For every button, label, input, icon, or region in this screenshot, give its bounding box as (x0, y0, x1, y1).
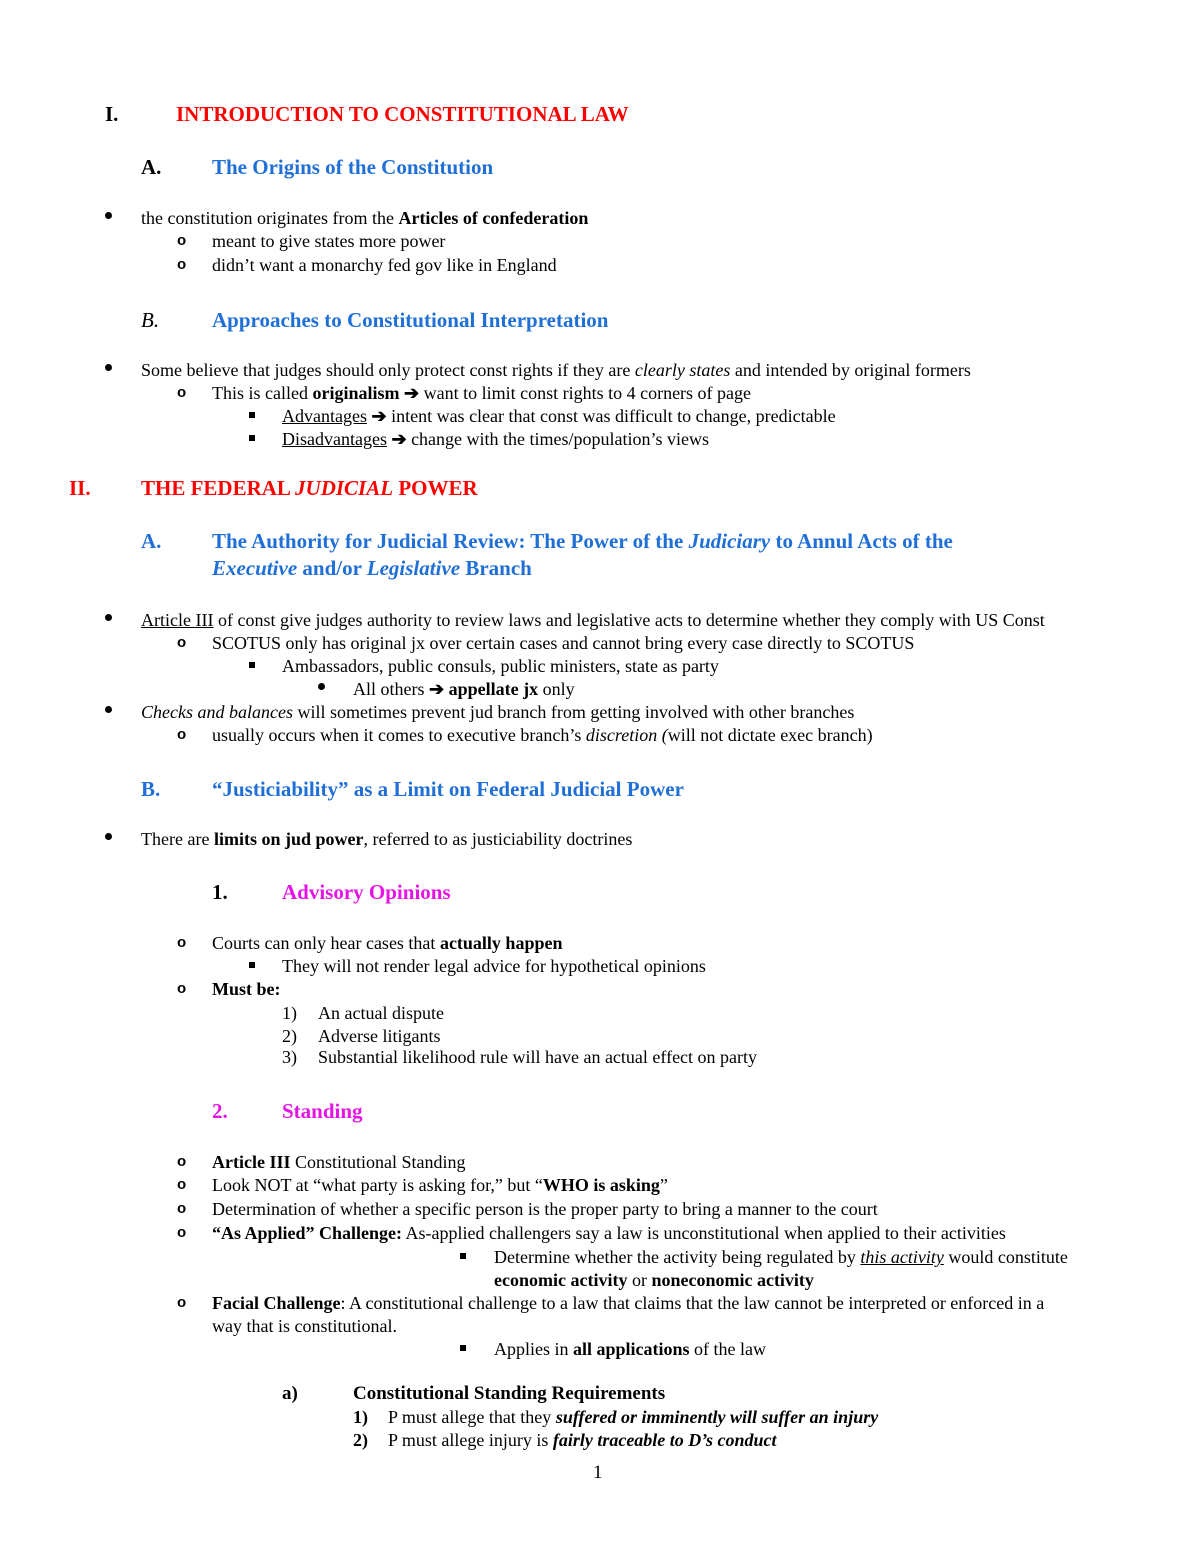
sub-bullet-text: didn’t want a monarchy fed gov like in England (212, 255, 557, 275)
sub-bullet-text: Courts can only hear cases that actually happen (212, 933, 563, 953)
numbered-item-text: Adverse litigants (318, 1026, 441, 1046)
circle-bullet-icon: o (177, 232, 187, 249)
numbered-item-number: 3) (282, 1047, 297, 1067)
square-bullet-text: Advantages ➔ intent was clear that const was difficult to change, predictable (282, 406, 836, 426)
item-2-title: Standing (282, 1099, 363, 1123)
circle-bullet-icon: o (177, 384, 187, 401)
sub-bullet-text: Facial Challenge: A constitutional challenge to a law that claims that the law cannot be interpreted or enforced in a (212, 1293, 1045, 1313)
square-bullet-text: Disadvantages ➔ change with the times/population’s views (282, 429, 710, 449)
sub-bullet-text: usually occurs when it comes to executive branch’s discretion (will not dictate exec branch) (212, 725, 873, 745)
page-number: 1 (593, 1462, 603, 1483)
circle-bullet-icon: o (177, 726, 187, 743)
circle-bullet-icon: o (177, 1153, 187, 1170)
item-2-number: 2. (212, 1099, 228, 1123)
square-bullet-icon (249, 435, 255, 441)
section-1-title: INTRODUCTION TO CONSTITUTIONAL LAW (176, 102, 629, 126)
square-bullet-text: Applies in all applications of the law (494, 1339, 767, 1359)
circle-bullet-icon: o (177, 1176, 187, 1193)
circle-bullet-icon: o (177, 634, 187, 651)
section-1-number: I. (105, 102, 119, 126)
square-bullet-text-cont: economic activity or noneconomic activity (494, 1270, 814, 1290)
sub-bullet-text: Article III Constitutional Standing (212, 1152, 466, 1172)
bullet-text: There are limits on jud power, referred to as justiciability doctrines (141, 829, 633, 849)
bullet-icon (105, 364, 112, 371)
sub-bullet-text: Look NOT at “what party is asking for,” but “WHO is asking” (212, 1175, 668, 1195)
subitem-a-number: a) (282, 1383, 298, 1404)
square-bullet-icon (249, 662, 255, 668)
item-1-title: Advisory Opinions (282, 880, 451, 904)
bullet-icon (105, 706, 112, 713)
bullet-text: Checks and balances will sometimes prevent jud branch from getting involved with other branches (141, 702, 855, 722)
subitem-a-title: Constitutional Standing Requirements (353, 1383, 666, 1404)
circle-bullet-icon: o (177, 1200, 187, 1217)
sub-bullet-text: SCOTUS only has original jx over certain cases and cannot bring every case directly to SCOTUS (212, 633, 915, 653)
section-2-title: THE FEDERAL JUDICIAL POWER (141, 476, 478, 500)
section-2-number: II. (69, 476, 91, 500)
numbered-item-text: P must allege injury is fairly traceable to D’s conduct (388, 1430, 777, 1450)
circle-bullet-icon: o (177, 980, 187, 997)
circle-bullet-icon: o (177, 1224, 187, 1241)
section-2b-title: “Justiciability” as a Limit on Federal Judicial Power (212, 777, 684, 801)
section-2a-title-line2: Executive and/or Legislative Branch (212, 556, 532, 580)
section-1a-title: The Origins of the Constitution (212, 155, 494, 179)
bullet-icon (105, 614, 112, 621)
sub-bullet-text: Determination of whether a specific person is the proper party to bring a manner to the court (212, 1199, 878, 1219)
square-bullet-text: Ambassadors, public consuls, public ministers, state as party (282, 656, 719, 676)
bullet-text: All others ➔ appellate jx only (353, 679, 575, 699)
sub-bullet-text: Must be: (212, 979, 281, 999)
circle-bullet-icon: o (177, 934, 187, 951)
section-1b-number: B. (141, 308, 160, 332)
section-2b-number: B. (141, 777, 161, 801)
bullet-icon (105, 833, 112, 840)
sub-bullet-text: This is called originalism ➔ want to limit const rights to 4 corners of page (212, 383, 752, 403)
numbered-item-number: 1) (282, 1003, 297, 1023)
numbered-item-number: 1) (353, 1407, 368, 1427)
sub-bullet-text: “As Applied” Challenge: As-applied challengers say a law is unconstitutional when applied to their activities (212, 1223, 1006, 1243)
square-bullet-icon (249, 412, 255, 418)
circle-bullet-icon: o (177, 256, 187, 273)
numbered-item-text: An actual dispute (318, 1003, 444, 1023)
section-2a-title-line1: The Authority for Judicial Review: The Power of the Judiciary to Annul Acts of the (212, 529, 953, 553)
sub-bullet-text: meant to give states more power (212, 231, 446, 251)
circle-bullet-icon: o (177, 1294, 187, 1311)
bullet-icon (318, 683, 325, 690)
square-bullet-text: They will not render legal advice for hypothetical opinions (282, 956, 706, 976)
square-bullet-icon (460, 1345, 466, 1351)
square-bullet-icon (249, 962, 255, 968)
bullet-text: Some believe that judges should only protect const rights if they are clearly states and intended by original formers (141, 360, 971, 380)
bullet-text: Article III of const give judges authority to review laws and legislative acts to determine whether they comply with US Const (141, 610, 1045, 630)
numbered-item-text: P must allege that they suffered or imminently will suffer an injury (388, 1407, 879, 1427)
bullet-icon (105, 212, 112, 219)
numbered-item-number: 2) (282, 1026, 297, 1046)
numbered-item-text: Substantial likelihood rule will have an actual effect on party (318, 1047, 758, 1067)
square-bullet-text: Determine whether the activity being regulated by this activity would constitute (494, 1247, 1068, 1267)
bullet-text: the constitution originates from the Articles of confederation (141, 208, 589, 228)
numbered-item-number: 2) (353, 1430, 368, 1450)
square-bullet-icon (460, 1253, 466, 1259)
section-2a-number: A. (141, 529, 162, 553)
section-1b-title: Approaches to Constitutional Interpretation (212, 308, 609, 332)
sub-bullet-text-cont: way that is constitutional. (212, 1316, 397, 1336)
section-1a-number: A. (141, 155, 162, 179)
item-1-number: 1. (212, 880, 228, 904)
